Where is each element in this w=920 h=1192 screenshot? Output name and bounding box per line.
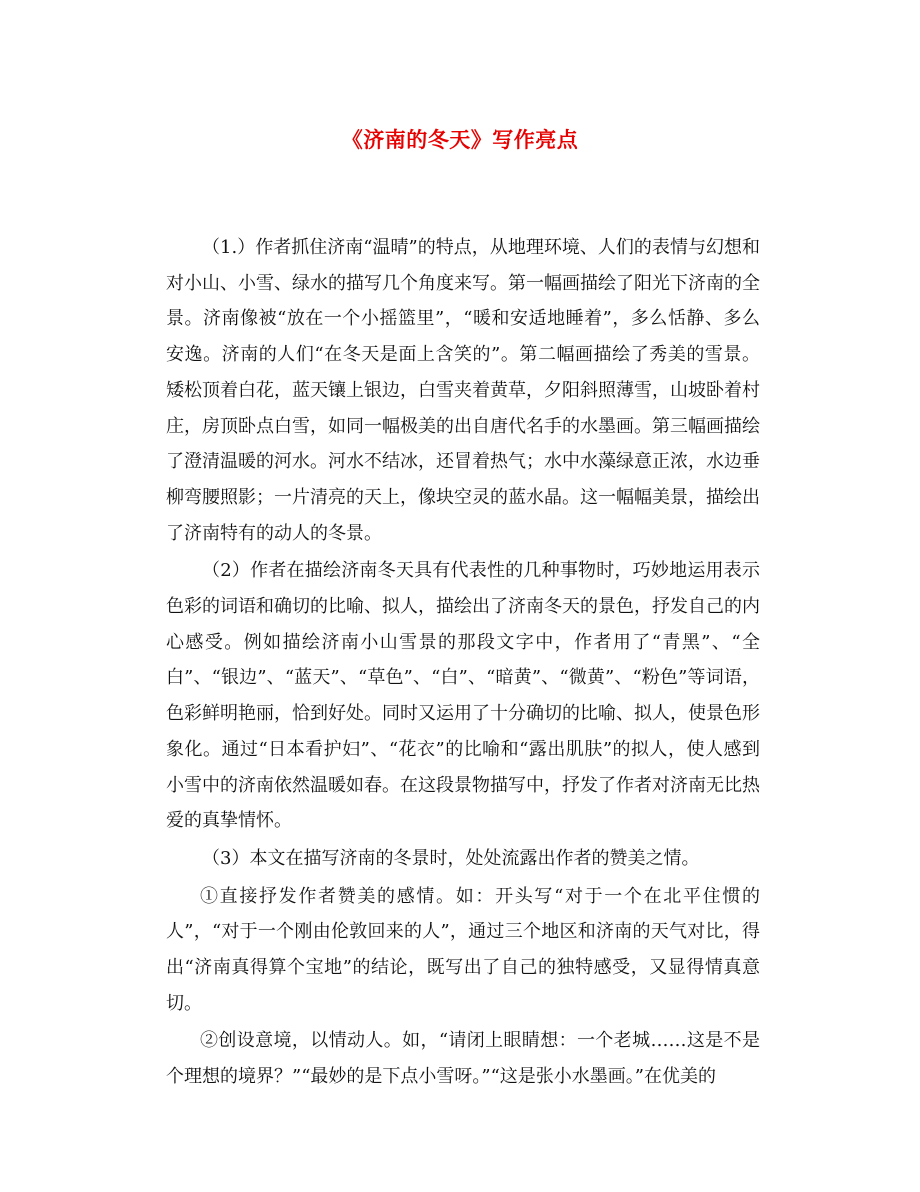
paragraph-2: （2）作者在描绘济南冬天具有代表性的几种事物时，巧妙地运用表示色彩的词语和确切的比喻、拟人，描绘出了济南冬天的景色，抒发自己的内心感受。例如描绘济南小山雪景的那段文字中，作者用了“青黑”、“全白”、“银边”、“蓝天”、“草色”、“白”、“暗黄”、“微黄”、“粉色”等词语，色彩鲜明艳丽，恰到好处。同时又运用了十分确切的比喻、拟人，使景色形象化。通过“日本看护妇”、“花衣”的比喻和“露出肌肤”的拟人，使人感到小雪中的济南依然温暖如春。在这段景物描写中，抒发了作者对济南无比热爱的真挚情怀。 xyxy=(166,560,760,832)
paragraph-3: （3）本文在描写济南的冬景时，处处流露出作者的赞美之情。 xyxy=(202,847,700,869)
paragraph-4: ①直接抒发作者赞美的感情。如：开头写“对于一个在北平住惯的人”，“对于一个刚由伦敦回来的人”，通过三个地区和济南的天气对比，得出“济南真得算个宝地”的结论，既写出了自己的独特感受，又显得情真意切。 xyxy=(166,885,760,1014)
page-title: 《济南的冬天》写作亮点 xyxy=(341,127,579,152)
paragraph-5: ②创设意境，以情动人。如，“请闭上眼睛想：一个老城……这是不是个理想的境界？”“最妙的是下点小雪呀。”“这是张小水墨画。”在优美的 xyxy=(166,1030,760,1088)
document-body xyxy=(166,230,760,1097)
paragraph-1: （1.）作者抓住济南“温晴”的特点，从地理环境、人们的表情与幻想和对小山、小雪、绿水的描写几个角度来写。第一幅画描绘了阳光下济南的全景。济南像被“放在一个小摇篮里”，“暖和安适地睡着”，多么恬静、多么安逸。济南的人们“在冬天是面上含笑的”。第二幅画描绘了秀美的雪景。矮松顶着白花，蓝天镶上银边，白雪夹着黄草，夕阳斜照薄雪，山坡卧着村庄，房顶卧点白雪，如同一幅极美的出自唐代名手的水墨画。第三幅画描绘了澄清温暖的河水。河水不结冰，还冒着热气；水中水藻绿意正浓，水边垂柳弯腰照影；一片清亮的天上，像块空灵的蓝水晶。这一幅幅美景，描绘出了济南特有的动人的冬景。 xyxy=(166,237,760,544)
